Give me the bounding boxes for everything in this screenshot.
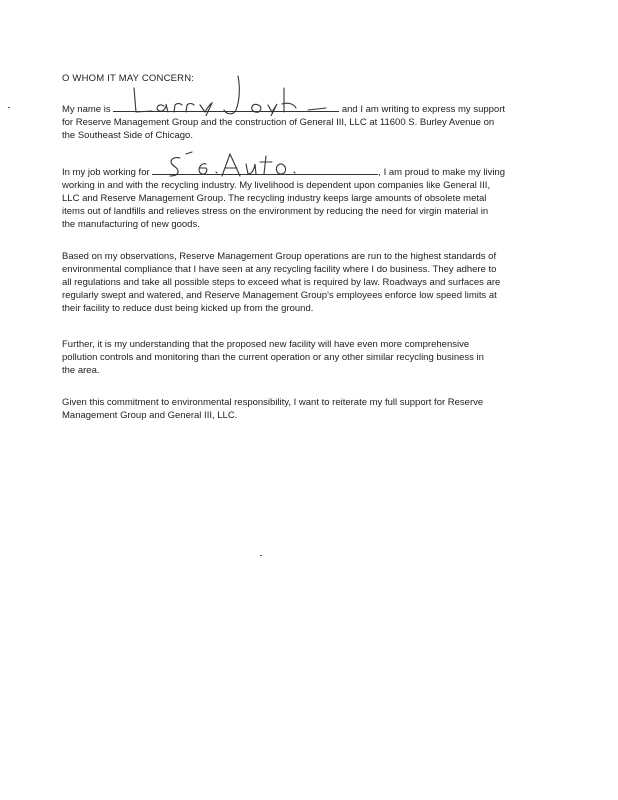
name-line-suffix: and I am writing to express my support — [341, 104, 506, 115]
paragraph-support-line1: Given this commitment to environmental responsibility, I want to reiterate my full support for Reserve — [62, 397, 484, 408]
paragraph-job — [62, 165, 532, 231]
scan-speck — [8, 107, 10, 108]
paragraph-support — [62, 396, 532, 422]
paragraph-observations — [62, 250, 532, 315]
company-blank-line — [152, 165, 378, 175]
scan-speck — [260, 555, 262, 556]
paragraph-proposed-facility — [62, 338, 532, 377]
paragraph-job-line2: working in and with the recycling industry. My livelihood is dependent upon companies like General III, — [62, 180, 491, 191]
paragraph-job-line4: items out of landfills and relieves stress on the environment by reducing the need for virgin material in — [62, 206, 489, 217]
paragraph-observations-line5: their facility to reduce dust being kicked up from the ground. — [62, 303, 314, 314]
paragraph-proposed-line2: pollution controls and monitoring than the current operation or any other similar recycling business in — [62, 352, 484, 363]
paragraph-job-line5: the manufacturing of new goods. — [62, 219, 200, 230]
name-prefix: My name is — [62, 104, 111, 115]
paragraph-name-line3: the Southeast Side of Chicago. — [62, 130, 193, 141]
paragraph-observations-line1: Based on my observations, Reserve Management Group operations are run to the highest standards of — [62, 251, 497, 262]
job-line-suffix: , I am proud to make my living — [378, 167, 506, 178]
job-prefix: In my job working for — [62, 167, 150, 178]
paragraph-name — [62, 102, 532, 142]
paragraph-observations-line3: all regulations and take all possible steps to exceed what is required by law. Roadways and surfaces are — [62, 277, 501, 288]
paragraph-proposed-line3: the area. — [62, 365, 100, 376]
salutation: O WHOM IT MAY CONCERN: — [62, 73, 195, 84]
paragraph-observations-line4: regularly swept and watered, and Reserve Management Group's employees enforce low speed limits at — [62, 290, 497, 301]
paragraph-job-line3: LLC and Reserve Management Group. The recycling industry keeps large amounts of obsolete metal — [62, 193, 487, 204]
name-blank-line — [113, 102, 339, 112]
paragraph-support-line2: Management Group and General III, LLC. — [62, 410, 238, 421]
paragraph-proposed-line1: Further, it is my understanding that the proposed new facility will have even more comprehensive — [62, 339, 470, 350]
paragraph-name-line2: for Reserve Management Group and the construction of General III, LLC at 11600 S. Burley Avenue on — [62, 117, 495, 128]
paragraph-observations-line2: environmental compliance that I have seen at any recycling facility where I do business. They adhere to — [62, 264, 497, 275]
